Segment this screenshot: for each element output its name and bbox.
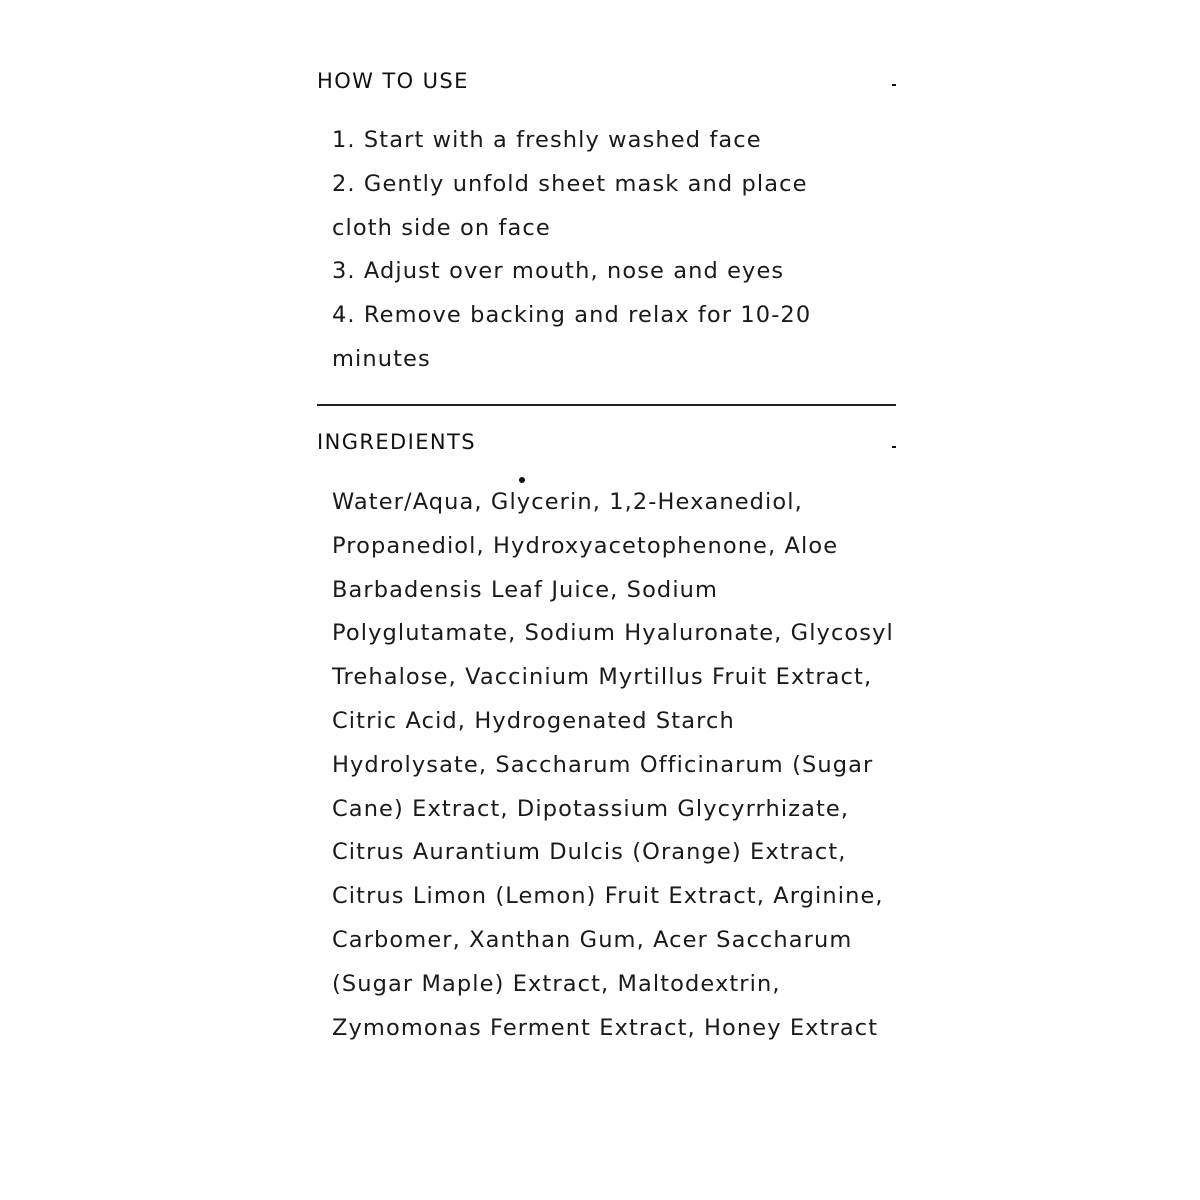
how-to-use-title: HOW TO USE <box>317 69 469 93</box>
ingredients-text: Water/Aqua, Glycerin, 1,2-Hexanediol, Propanediol, Hydroxyacetophenone, Aloe Barbadensis Leaf Juice, Sodium Polyglutamate, Sodium Hyaluronate, Glycosyl Trehalose, Vaccinium Myrtillus Fruit Extract, Citric Acid, Hydrogenated Starch Hydrolysate, Saccharum Officinarum (Sugar Cane) Extract, Dipotassium Glycyrrhizate, Citrus Aurantium Dulcis (Orange) Extract, Citrus Limon (Lemon) Fruit Extract, Arginine, Carbomer, Xanthan Gum, Acer Saccharum (Sugar Maple) Extract, Maltodextrin, Zymomonas Ferment Extract, Honey Extract <box>332 489 894 1041</box>
minus-icon[interactable] <box>882 66 896 96</box>
ingredients-content <box>332 481 896 1050</box>
how-to-use-step: 1. Start with a freshly washed face <box>332 127 762 153</box>
minus-icon[interactable] <box>882 427 896 457</box>
how-to-use-step: 2. Gently unfold sheet mask and place cloth side on face <box>332 170 808 241</box>
ingredients-accordion-header[interactable] <box>317 427 896 457</box>
how-to-use-step: 4. Remove backing and relax for 10-20 minutes <box>332 302 812 372</box>
how-to-use-accordion-header[interactable] <box>317 66 896 96</box>
how-to-use-step: 3. Adjust over mouth, nose and eyes <box>332 258 785 285</box>
section-divider <box>317 404 896 406</box>
ingredients-title: INGREDIENTS <box>317 430 476 454</box>
how-to-use-content <box>332 119 896 382</box>
